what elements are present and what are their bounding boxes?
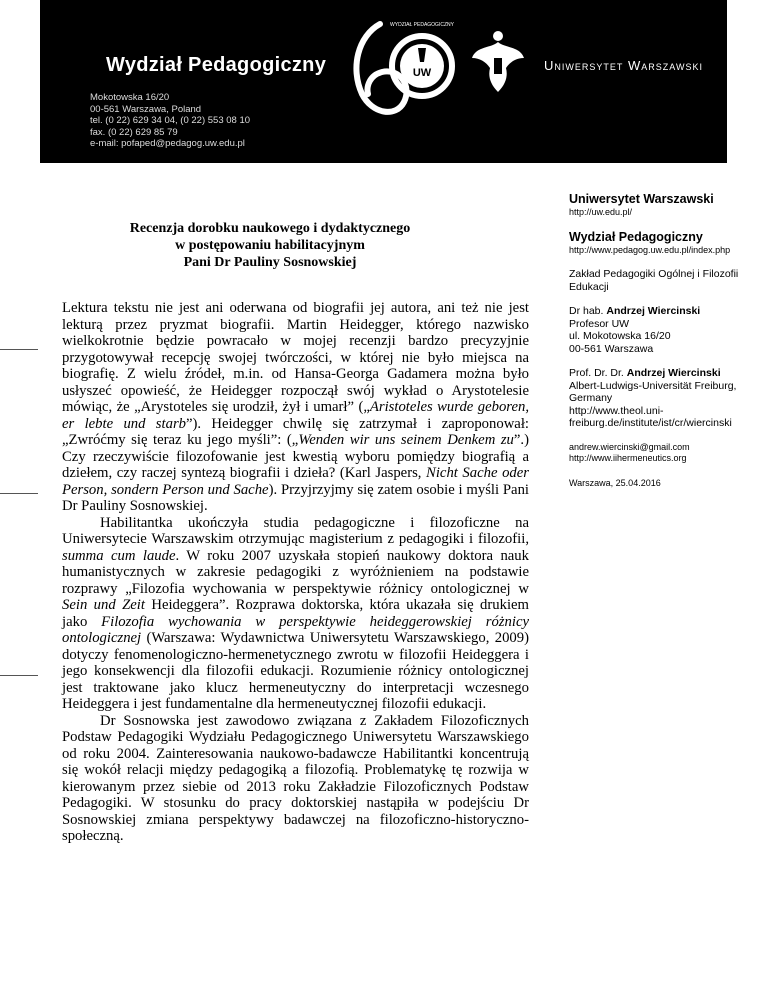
faculty-name: Wydział Pedagogiczny: [106, 54, 327, 76]
document-date: Warszawa, 25.04.2016: [569, 477, 661, 488]
sidebar-contact: [569, 192, 759, 489]
freiburg-link[interactable]: http://www.theol.uni-: [569, 404, 664, 417]
margin-rule: [0, 675, 38, 676]
freiburg-link[interactable]: freiburg.de/institute/ist/cr/wiercinski: [569, 417, 732, 429]
title-line: w postępowaniu habilitacyjnym: [175, 238, 365, 253]
address-line: 00-561 Warszawa, Poland: [90, 103, 202, 115]
author-name: Andrzej Wiercinski: [626, 367, 721, 379]
sixty-anniversary-logo: [340, 6, 460, 126]
title-line: Recenzja dorobku naukowego i dydaktycznego: [129, 221, 411, 236]
website-link[interactable]: http://www.iihermeneutics.org: [569, 452, 687, 463]
author-block-warsaw: Dr hab. Andrzej Wiercinski Profesor UW ul. Mokotowska 16/20 00-561 Warszawa: [569, 305, 701, 355]
sidebar-faculty: Wydział Pedagogiczny: [569, 230, 703, 244]
author-block-freiburg: Prof. Dr. Dr. Andrzej Wiercinski Albert-Ludwigs-Universität Freiburg, Germany http://www.theol.uni- freiburg.de/institute/ist/cr/wiercinski: [569, 367, 759, 430]
faculty-address: [90, 92, 250, 150]
paragraph: Dr Sosnowska jest zawodowo związana z Zakładem Filozoficznych Podstaw Pedagogiki Wydziału Pedagogicznego Uniwersytetu Warszawskiego od roku 2004. Zainteresowania naukowo-badawcze Habilitantki koncentrują się wokół relacji między pedagogiką a filozofią. Problematykę tę rozwija w kierowanym przez siebie od 2013 roku Zakładzie Filozoficznych Podstaw Pedagogiki. W stosunku do pracy doktorskiej nastąpiła w podejściu Dr Sosnowskiej zmiana perspektywy badawczej na filozoficzno-historyczno-społeczną.: [62, 712, 529, 844]
document-body: [62, 300, 529, 845]
address-line: tel. (0 22) 629 34 04, (0 22) 553 08 10: [90, 115, 251, 126]
address-line: Mokotowska 16/20: [90, 92, 170, 103]
title-line: Pani Dr Pauliny Sosnowskiej: [183, 255, 357, 270]
document-title: [110, 220, 430, 271]
logo-uw-text: UW: [412, 67, 432, 79]
author-name: Andrzej Wiercinski: [606, 305, 701, 317]
letterhead-banner: [40, 0, 727, 163]
email-link[interactable]: andrew.wiercinski@gmail.com: [569, 441, 690, 452]
address-line: fax. (0 22) 629 85 79: [90, 126, 178, 138]
logo-arc-text: WYDZIAŁ PEDAGOGICZNY: [390, 22, 454, 28]
university-name: Uniwersytet Warszawski: [544, 58, 703, 73]
paragraph: Lektura tekstu nie jest ani oderwana od biografii jej autora, ani też nie jest lekturą przez pryzmat biografii. Martin Heidegger, którego nazwisko wielkokrotnie będzie powracało w mojej recenzji bardzo precyzyjnie przygotowywał recepcję swojej twórczości, w której nie było miejsca na biografię. Z wielu źródeł, m.in. od Hansa-Georga Gadamera można było usłyszeć opowieść, że Heidegger rozpoczął swój wykład o Arystotelesie mówiąc, że „Arystoteles się urodził, żył i umarł” („Aristoteles wurde geboren, er lebte und starb”). Heidegger chwilę się zatrzymał i zaproponował: „Zwróćmy się teraz ku jego myśli”: („Wenden wir uns seinem Denkem zu”.) Czy rzeczywiście filozofowanie jest kwestią wyboru pomiędzy biografią a dziełem, czy raczej syntezą biografii i dzieła? (Karl Jaspers, Nicht Sache oder Person, sondern Person und Sache). Przyjrzyjmy się zatem osobie i myśli Pani Dr Pauliny Sosnowskiej.: [62, 300, 529, 514]
university-link[interactable]: http://uw.edu.pl/: [569, 207, 633, 217]
faculty-link[interactable]: http://www.pedagog.uw.edu.pl/index.php: [569, 245, 731, 255]
address-line: e-mail: pofaped@pedagog.uw.edu.pl: [90, 138, 245, 149]
contact-links: [569, 442, 759, 464]
margin-rule: [0, 493, 38, 494]
paragraph: Habilitantka ukończyła studia pedagogiczne i filozoficzne na Uniwersytecie Warszawskim otrzymując magisterium z pedagogiki i filozofii, summa cum laude. W roku 2007 uzyskała stopień naukowy doktora nauk humanistycznych w zakresie pedagogiki z wyróżnieniem na podstawie rozprawy „Filozofia wychowania w perspektywie różnicy ontologicznej w Sein und Zeit Heideggera”. Rozprawa doktorska, która ukazała się drukiem jako Filozofia wychowania w perspektywie heideggerowskiej różnicy ontologicznej (Warszawa: Wydawnictwa Uniwersytetu Warszawskiego, 2009) dotyczy fenomenologiczno-hermenetycznego zwrotu w filozofii Heideggera i jego konsekwencji dla filozofii edukacji. Rozumienie różnicy ontologicznej jest traktowane jako klucz hermeneutyczny do interpretacji wczesnego Heideggera i jest fundamentalne dla hermeneutycznej filozofii edukacji.: [62, 514, 529, 712]
eagle-emblem-icon: [468, 28, 528, 98]
margin-rule: [0, 349, 38, 350]
sidebar-university: Uniwersytet Warszawski: [569, 192, 714, 206]
sidebar-department: Zakład Pedagogiki Ogólnej i Filozofii Edukacji: [569, 268, 739, 293]
